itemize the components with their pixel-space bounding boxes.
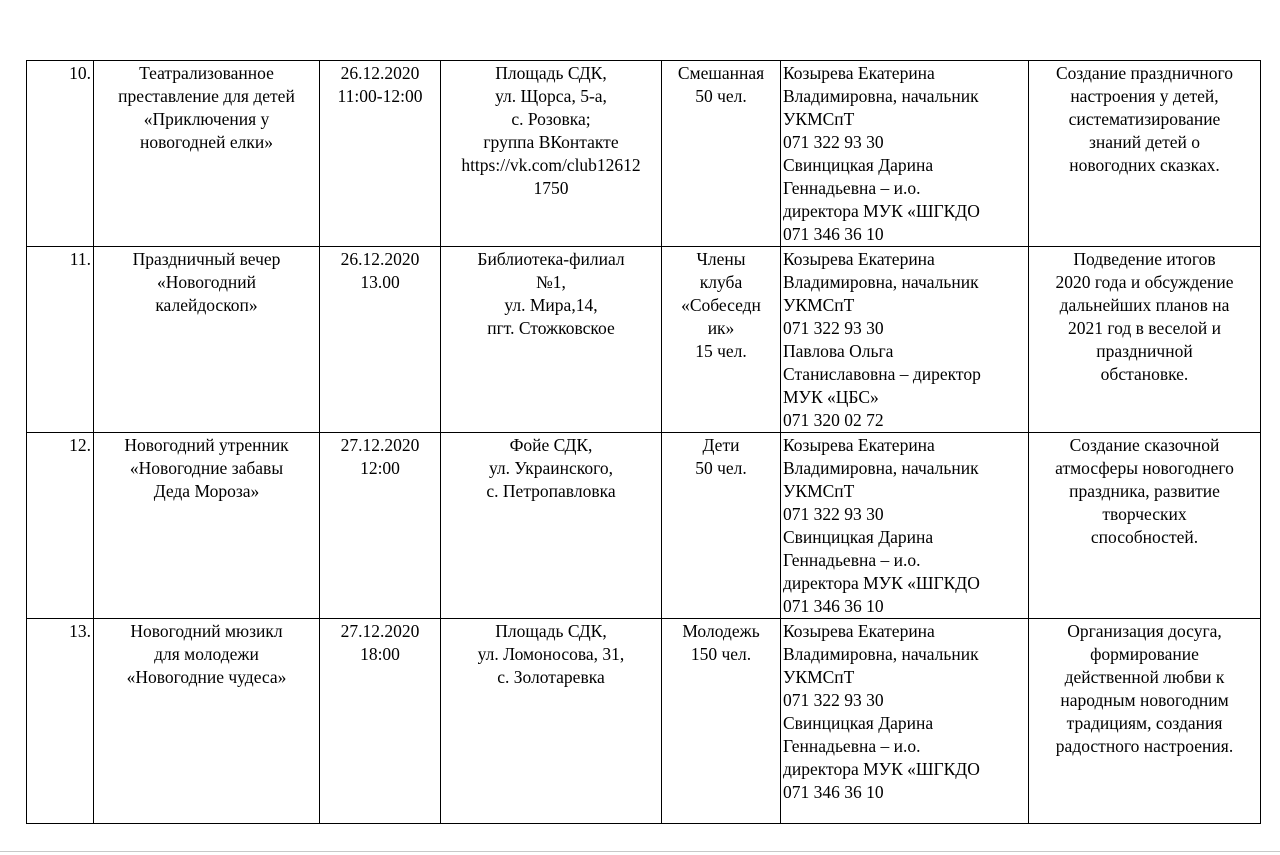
events-table (26, 60, 1261, 824)
cell-line: УКМСпТ (783, 667, 855, 687)
cell-line: способностей. (1090, 527, 1199, 547)
cell-line: Козырева Екатерина (783, 63, 935, 83)
cell-line: 13.00 (360, 272, 400, 292)
cell-line: с. Золотаревка (497, 667, 605, 687)
cell-line: №1, (536, 272, 566, 292)
cell-line: преставление для детей (118, 86, 295, 106)
cell-line: формирование (1090, 644, 1199, 664)
cell-line: Геннадьевна – и.о. (783, 550, 921, 570)
cell-line: Свинцицкая Дарина (783, 713, 934, 733)
cell-line: Станиславовна – директор (783, 364, 981, 384)
cell-line: Библиотека-филиал (477, 249, 625, 269)
cell-line: 1750 (533, 178, 569, 198)
cell-line: Театрализованное (139, 63, 274, 83)
event-datetime (320, 433, 441, 619)
event-responsible (781, 247, 1029, 433)
cell-line: Фойе СДК, (509, 435, 593, 455)
cell-line: 15 чел. (695, 341, 747, 361)
cell-line: Дети (702, 435, 740, 455)
cell-line: 071 320 02 72 (783, 410, 884, 430)
cell-line: Члены (696, 249, 746, 269)
cell-line: Праздничный вечер (132, 249, 281, 269)
cell-line: ул. Украинского, (488, 458, 614, 478)
event-name (94, 61, 320, 247)
cell-line: Организация досуга, (1067, 621, 1222, 641)
cell-line: дальнейших планов на (1059, 295, 1230, 315)
cell-line: директора МУК «ШГКДО (783, 573, 980, 593)
cell-line: ул. Мира,14, (504, 295, 598, 315)
cell-line: Площадь СДК, (495, 621, 607, 641)
cell-line: ул. Щорса, 5-а, (495, 86, 607, 106)
event-datetime (320, 619, 441, 824)
cell-line: 071 322 93 30 (783, 690, 884, 710)
cell-line: калейдоскоп» (155, 295, 258, 315)
cell-line: с. Петропавловка (486, 481, 616, 501)
cell-line: Создание праздничного (1055, 63, 1234, 83)
cell-line: https://vk.com/club12612 (461, 155, 641, 175)
cell-line: 26.12.2020 (340, 249, 420, 269)
cell-line: Деда Мороза» (153, 481, 260, 501)
event-place (441, 619, 662, 824)
cell-line: радостного настроения. (1055, 736, 1234, 756)
page-edge-divider (0, 851, 1280, 852)
cell-line: МУК «ЦБС» (783, 387, 879, 407)
cell-line: новогодних сказках. (1069, 155, 1220, 175)
cell-line: ик» (707, 318, 735, 338)
table-row (27, 61, 1261, 247)
cell-line: директора МУК «ШГКДО (783, 201, 980, 221)
cell-line: 27.12.2020 (340, 621, 420, 641)
event-name (94, 247, 320, 433)
cell-line: 11:00-12:00 (337, 86, 423, 106)
cell-line: традициям, создания (1066, 713, 1223, 733)
cell-line: Площадь СДК, (495, 63, 607, 83)
cell-line: Подведение итогов (1073, 249, 1216, 269)
row-number: 13. (27, 619, 94, 824)
event-audience (662, 247, 781, 433)
cell-line: 27.12.2020 (340, 435, 420, 455)
cell-line: 2020 года и обсуждение (1055, 272, 1234, 292)
cell-line: 50 чел. (695, 86, 747, 106)
event-name (94, 619, 320, 824)
cell-line: Новогодний утренник (124, 435, 289, 455)
cell-line: Владимировна, начальник (783, 644, 979, 664)
cell-line: 50 чел. (695, 458, 747, 478)
cell-line: народным новогодним (1060, 690, 1229, 710)
cell-line: Новогодний мюзикл (130, 621, 283, 641)
cell-line: Геннадьевна – и.о. (783, 178, 921, 198)
cell-line: 150 чел. (690, 644, 752, 664)
event-place (441, 433, 662, 619)
cell-line: Свинцицкая Дарина (783, 155, 934, 175)
cell-line: Козырева Екатерина (783, 435, 935, 455)
event-responsible (781, 433, 1029, 619)
event-datetime (320, 61, 441, 247)
cell-line: 071 346 36 10 (783, 596, 884, 616)
cell-line: УКМСпТ (783, 295, 855, 315)
event-audience (662, 433, 781, 619)
cell-line: действенной любви к (1064, 667, 1225, 687)
cell-line: для молодежи (154, 644, 259, 664)
event-goal (1029, 619, 1261, 824)
cell-line: Козырева Екатерина (783, 621, 935, 641)
cell-line: «Новогодние забавы (129, 458, 284, 478)
cell-line: Козырева Екатерина (783, 249, 935, 269)
cell-line: Создание сказочной (1069, 435, 1220, 455)
event-name (94, 433, 320, 619)
event-place (441, 61, 662, 247)
row-number: 12. (27, 433, 94, 619)
cell-line: новогодней елки» (140, 132, 273, 152)
table-row (27, 247, 1261, 433)
event-audience (662, 61, 781, 247)
cell-line: с. Розовка; (511, 109, 591, 129)
row-number: 10. (27, 61, 94, 247)
cell-line: праздничной (1096, 341, 1193, 361)
cell-line: «Собеседн (681, 295, 761, 315)
event-goal (1029, 433, 1261, 619)
cell-line: систематизирование (1068, 109, 1221, 129)
cell-line: праздника, развитие (1069, 481, 1220, 501)
event-goal (1029, 247, 1261, 433)
cell-line: 18:00 (360, 644, 400, 664)
cell-line: обстановке. (1100, 364, 1189, 384)
cell-line: 12:00 (360, 458, 400, 478)
cell-line: творческих (1102, 504, 1187, 524)
cell-line: Молодежь (682, 621, 760, 641)
table-row (27, 433, 1261, 619)
cell-line: УКМСпТ (783, 481, 855, 501)
cell-line: «Новогодний (156, 272, 257, 292)
cell-line: «Приключения у (143, 109, 270, 129)
cell-line: группа ВКонтакте (483, 132, 619, 152)
cell-line: Владимировна, начальник (783, 86, 979, 106)
cell-line: 071 322 93 30 (783, 132, 884, 152)
cell-line: Владимировна, начальник (783, 458, 979, 478)
event-goal (1029, 61, 1261, 247)
cell-line: пгт. Стожковское (487, 318, 615, 338)
cell-line: «Новогодние чудеса» (126, 667, 287, 687)
cell-line: Павлова Ольга (783, 341, 894, 361)
event-responsible (781, 61, 1029, 247)
cell-line: Смешанная (677, 63, 765, 83)
cell-line: Геннадьевна – и.о. (783, 736, 921, 756)
cell-line: 26.12.2020 (340, 63, 420, 83)
table-row (27, 619, 1261, 824)
event-datetime (320, 247, 441, 433)
cell-line: настроения у детей, (1070, 86, 1219, 106)
cell-line: 071 346 36 10 (783, 782, 884, 802)
cell-line: Свинцицкая Дарина (783, 527, 934, 547)
cell-line: знаний детей о (1088, 132, 1201, 152)
cell-line: клуба (699, 272, 743, 292)
cell-line: 071 322 93 30 (783, 504, 884, 524)
cell-line: 2021 год в веселой и (1068, 318, 1221, 338)
event-place (441, 247, 662, 433)
cell-line: 071 346 36 10 (783, 224, 884, 244)
cell-line: атмосферы новогоднего (1055, 458, 1234, 478)
event-responsible (781, 619, 1029, 824)
event-audience (662, 619, 781, 824)
row-number: 11. (27, 247, 94, 433)
cell-line: Владимировна, начальник (783, 272, 979, 292)
cell-line: 071 322 93 30 (783, 318, 884, 338)
cell-line: УКМСпТ (783, 109, 855, 129)
cell-line: директора МУК «ШГКДО (783, 759, 980, 779)
cell-line: ул. Ломоносова, 31, (477, 644, 625, 664)
